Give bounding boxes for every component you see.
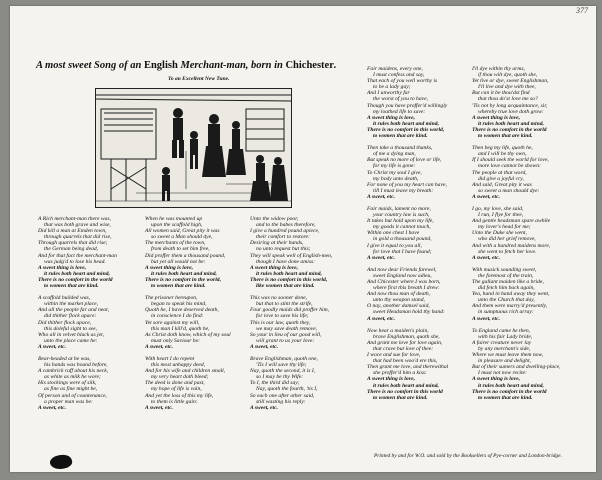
refrain-line: There is no comfort in this world	[367, 388, 443, 395]
verse-line: to be a lady gay;	[373, 84, 411, 91]
verse-line: Within one chest I have	[367, 230, 420, 237]
verse-line: who did her grief remove,	[478, 236, 536, 243]
verse-line: Where we must leave them now,	[472, 352, 544, 359]
refrain-line: There is no comfort in the world,	[145, 276, 221, 283]
verse-line: she proffer'd him a kiss:	[373, 370, 427, 377]
verse-line: for love to save his life;	[256, 313, 309, 320]
verse-line: if thou wilt dye, quoth she,	[478, 72, 538, 79]
verse-line: Fair maids, lament no more,	[367, 205, 431, 212]
refrain-line: A sweet, etc.	[472, 315, 500, 322]
verse-line: Now hear a maiden's plain,	[367, 327, 429, 334]
stanza	[145, 355, 226, 411]
refrain-line: it rules both heart and mind,	[478, 120, 544, 127]
verse-line: began to speak his mind,	[151, 301, 207, 308]
verse-line: The prisoner hereupon,	[145, 295, 198, 302]
verse-line: my hope of life is vain,	[151, 386, 202, 393]
verse-line: As Christ doth know, which of my soul	[145, 331, 231, 338]
refrain-line: A sweet thing is love,	[250, 264, 299, 271]
refrain-line: to women that are kind.	[373, 133, 428, 140]
paper-tear	[49, 453, 73, 471]
refrain-line: There is no comfort in this world,	[367, 126, 445, 133]
refrain-line: it rules both heart and mind,	[478, 382, 544, 389]
refrain-line: it rules both heart and mind,	[373, 120, 439, 127]
verse-line: The gallant maiden like a bride,	[472, 279, 544, 285]
refrain-line: A sweet thing is love,	[38, 264, 87, 271]
refrain-line: to women that are kind.	[44, 283, 99, 290]
refrain-line: There is no comfort in the world	[38, 276, 113, 283]
verse-line: but yet all would not be:	[151, 258, 206, 265]
broadside-sheet	[10, 6, 596, 472]
refrain-line: A sweet thing is love,	[145, 264, 194, 271]
verse-line: Four goodly maids did proffer him,	[250, 307, 330, 314]
verse-line: and to the babes therefore,	[256, 222, 316, 229]
verse-line: through quarrels that did rise,	[44, 234, 112, 241]
tune-line: To an Excellent New Tune.	[168, 76, 230, 82]
column-2	[145, 216, 231, 417]
verse-line: this man I kill'd, quoth he,	[151, 325, 210, 332]
stanza	[250, 295, 330, 350]
verse-line: she went to fetch her love.	[478, 248, 537, 255]
verse-line: And gentle headsman spare awhile	[472, 218, 551, 225]
verse-line: But speak no more of love or life,	[367, 157, 442, 164]
verse-line: I woce and sue for love,	[367, 352, 421, 359]
verse-line: with his fair Lady bride,	[478, 333, 533, 340]
stanza-gap	[367, 401, 441, 407]
verse-line: Then grant me love, and therewithal	[367, 364, 449, 371]
refrain-line: A sweet, etc.	[367, 315, 395, 322]
refrain-line: A sweet, etc.	[250, 404, 278, 411]
verse-line: And grant me love for love again,	[367, 339, 443, 346]
verse-line: for love that I have found;	[373, 248, 432, 255]
verse-line: A Rich merchant-man there was,	[38, 216, 111, 222]
verse-line: And with a hundred maidens more,	[472, 242, 551, 249]
title-word-chichester: Chichester	[285, 60, 334, 71]
verse-line: And now thou man of death,	[367, 291, 431, 298]
verse-line: my very heart doth bleed;	[151, 374, 209, 381]
stanza	[472, 205, 551, 261]
woodcut-execution-scene	[96, 89, 291, 207]
refrain-line: it rules both heart and mind,	[151, 270, 217, 277]
verse-line: this doleful sight to see,	[44, 325, 97, 332]
title-end: .	[333, 60, 337, 71]
verse-line: in pleasure and delight,	[478, 358, 531, 365]
stanza-gap	[472, 401, 546, 407]
stanza	[367, 327, 449, 401]
verse-line: Fair maidens, every one,	[367, 66, 423, 72]
verse-line: I'll dye within thy arms,	[472, 66, 525, 72]
refrain-line: A sweet thing is love,	[472, 114, 521, 121]
refrain-line: A sweet, etc.	[250, 343, 278, 350]
verse-line: still wasting his reply:	[256, 398, 306, 405]
verse-line: Unto the Duke she went,	[472, 230, 527, 237]
verse-line: Of person and of countenance,	[38, 392, 107, 399]
verse-line: Bear-headed at he was,	[38, 355, 91, 362]
verse-line: So your in lieu of our good will,	[250, 331, 322, 338]
verse-line: Nay, quoth the fourth, 'tis I,	[256, 386, 318, 393]
verse-line: I go, my love, she said,	[472, 205, 524, 212]
verse-line: This is our law, quoth they,	[250, 319, 311, 326]
refrain-line: A sweet, etc.	[472, 193, 500, 200]
verse-line: but that to stint the strife,	[256, 301, 313, 308]
verse-line: I must confess and say,	[373, 72, 425, 79]
verse-line: They will speak well of English-men,	[250, 252, 333, 259]
stanza-gap	[250, 411, 322, 417]
verse-line: upon the scaffold high,	[151, 222, 203, 229]
verse-line: For none of you my heart can have,	[367, 181, 447, 188]
verse-line: So each one after other said,	[250, 392, 315, 399]
imprint-line: Printed by and for W.O. and sold by the Booksellers of Pye-corner and London-bridge.	[374, 453, 562, 459]
refrain-line: A sweet, etc.	[38, 343, 66, 350]
verse-line: where first this breath I drew:	[373, 285, 440, 292]
refrain-line: it rules both heart and mind,	[373, 382, 439, 389]
verse-line: The deed is done and past,	[145, 380, 205, 387]
column-1	[38, 216, 117, 417]
verse-line: no unto request but this;	[256, 246, 311, 253]
verse-line: The people at that word,	[472, 169, 527, 176]
verse-line: that had been woo'd ere this,	[373, 358, 438, 365]
verse-line: so sweet a man should dye:	[478, 187, 540, 194]
verse-line: in sumptuous rich array:	[478, 309, 534, 316]
verse-line: Then beg my life, quoth he,	[472, 145, 533, 152]
verse-line: more love cannot be shown:	[478, 163, 541, 170]
verse-line: Yea, hand in hand away they went,	[472, 291, 550, 298]
verse-line: This was no sooner done,	[250, 295, 308, 302]
verse-line: the German being dead,	[44, 246, 99, 253]
verse-line: Unto the widow poor,	[250, 216, 299, 222]
verse-line: his hands was bound before,	[44, 362, 108, 369]
stanza	[472, 266, 550, 322]
verse-line: A scaffold builded was,	[38, 295, 91, 302]
verse-line: my body unto death,	[373, 175, 419, 182]
verse-line: whereby true love doth grow:	[478, 108, 544, 115]
refrain-line: to women that are kind.	[373, 394, 428, 401]
verse-line: Though you have proffer'd willingly	[367, 102, 448, 109]
verse-line: Then take a thousand thanks,	[367, 145, 433, 152]
verse-line: my lover's head for me;	[478, 224, 531, 231]
verse-line: With heart I do repent	[145, 355, 195, 362]
stanza-gap	[145, 411, 217, 417]
title-pre: A most sweet Song of an	[36, 60, 144, 71]
stanza	[250, 356, 322, 411]
verse-line: a proper man was he:	[44, 398, 93, 405]
verse-line: But can it be thou'dst find	[472, 90, 530, 97]
woodcut-illustration	[95, 88, 292, 208]
stanza	[367, 266, 445, 322]
verse-line: to them is little gain:	[151, 398, 198, 405]
verse-line: my goods it cannot touch,	[373, 224, 431, 231]
verse-line: Who all in velvet black as jet,	[38, 331, 105, 338]
verse-line: If I should seek the world for love,	[472, 157, 549, 164]
stanza-gap	[38, 411, 110, 417]
refrain-line: A sweet, etc.	[367, 254, 395, 261]
verse-line: sweet England now adieu,	[373, 272, 432, 279]
stanza	[367, 206, 441, 261]
verse-line: A cambrick ruff about his neck,	[38, 368, 109, 375]
verse-line: I must not now recite:	[478, 370, 527, 377]
verse-line: did give a joyful cry,	[478, 175, 524, 182]
verse-line: and I will be thy own,	[478, 151, 527, 158]
verse-line: Brave Englishman, quoth one,	[250, 355, 318, 362]
verse-line: Nay, quoth the second, it is I,	[250, 368, 316, 375]
verse-line: That each of you well worthy is	[367, 78, 438, 85]
refrain-line: There is no comfort in the world	[472, 388, 547, 395]
verse-line: that was both grave and wise,	[44, 222, 111, 229]
verse-line: of me a dying man,	[373, 151, 416, 158]
verse-line: It takes but hold upon my life,	[367, 218, 434, 225]
refrain-line: to women that are kind.	[478, 394, 533, 401]
verse-line: within the market place,	[44, 301, 99, 308]
verse-line: unto the place came he:	[44, 337, 98, 344]
refrain-line: A sweet, etc.	[367, 193, 395, 200]
verse-line: I run, I flye for thee,	[478, 212, 524, 219]
refrain-line: to women that are kind.	[478, 133, 533, 140]
verse-line: must only Saviour be:	[151, 337, 200, 344]
refrain-line: like women that are kind.	[256, 283, 315, 290]
verse-line: Desiring at their hands,	[250, 240, 304, 247]
verse-line: And all the people far and near,	[38, 307, 110, 314]
stanza	[472, 145, 549, 200]
refrain-line: to women that are kind.	[151, 283, 206, 290]
stanza	[472, 66, 549, 140]
verse-line: All women said, Great pity it was	[145, 228, 220, 235]
verse-line: And I unworthy far	[367, 90, 410, 97]
refrain-line: A sweet, etc.	[145, 404, 173, 411]
refrain-line: it rules both heart and mind,	[256, 270, 322, 277]
verse-line: And for that fact the merchant-man	[38, 252, 117, 259]
refrain-line: A sweet thing is love,	[472, 376, 521, 383]
verse-line: His stockings were of silk,	[38, 380, 97, 387]
verse-line: that thou do'st love me so?	[478, 96, 538, 103]
verse-line: Did kill a man at Emden town,	[38, 228, 107, 235]
refrain-line: it rules both heart and mind,	[44, 270, 110, 277]
stanza	[472, 327, 561, 401]
column-5	[472, 66, 561, 407]
refrain-line: A sweet thing is love,	[367, 114, 416, 121]
verse-line: But of their sumers and dwelling-place,	[472, 364, 561, 371]
verse-line: To England came he then,	[472, 327, 531, 334]
refrain-line: There is no comfort in this world,	[250, 276, 328, 283]
verse-line: by any merchant's side,	[478, 345, 531, 352]
refrain-line: There is no comfort in the world	[472, 126, 547, 133]
verse-line: my loathed life to save:	[373, 108, 426, 115]
verse-line: unto the Church that day,	[478, 297, 535, 304]
verse-line: Did thither flock apace,	[38, 319, 92, 326]
verse-line: And them were marry'd presently,	[472, 303, 548, 310]
verse-line: as fine as fine might be,	[44, 386, 98, 393]
verse-line: so I may be thy Wife:	[256, 374, 304, 381]
stanza	[38, 295, 110, 350]
verse-line: unto thy weapon stand,	[373, 297, 425, 304]
stanza	[145, 295, 231, 350]
stanza	[145, 216, 226, 290]
verse-line: will grant to us your love:	[256, 337, 315, 344]
title-mid: Merchant-man, born in	[177, 60, 286, 71]
verse-line: When he was mounted up	[145, 216, 203, 222]
column-3	[250, 216, 333, 417]
stanza	[367, 66, 448, 140]
verse-line: Yet live or dye, sweet Englishman,	[472, 78, 549, 85]
verse-line: that crave but love of thee:	[373, 345, 434, 352]
stanza	[250, 216, 333, 290]
verse-line: as white as milk he wore;	[44, 374, 101, 381]
refrain-line: A sweet thing is love,	[367, 376, 416, 383]
verse-line: 'Tis not by long acquaintance, sir,	[472, 102, 548, 109]
stanza	[367, 145, 447, 200]
verse-line: was judg'd to lose his head.	[44, 258, 106, 265]
verse-line: And yet the loss of this my life,	[145, 392, 214, 399]
refrain-line: A sweet, etc.	[472, 254, 500, 261]
verse-line: I give it equal to you all,	[367, 242, 422, 249]
verse-line: did fetch him back again,	[478, 285, 535, 292]
verse-line: Quoth he, I have deserved death,	[145, 307, 219, 314]
verse-line: did thither flock apace:	[44, 313, 97, 320]
verse-line: from death to set him free,	[151, 246, 210, 253]
verse-line: And now dear Friends farewel,	[367, 266, 437, 273]
verse-line: the worst of you to have,	[373, 96, 428, 103]
verse-line: in conscience I do find:	[151, 313, 204, 320]
verse-line: this most unhappy deed,	[151, 362, 206, 369]
ballad-title	[36, 60, 376, 71]
verse-line: in gold a thousand pound,	[373, 236, 432, 243]
title-word-english: English	[143, 60, 178, 71]
verse-line: 'Tis I will save thy life;	[256, 362, 307, 369]
verse-line: your country law is such,	[373, 212, 430, 219]
verse-line: till I must leave my breath:	[373, 187, 434, 194]
verse-line: sweet Headsman hold thy hand:	[373, 309, 445, 316]
verse-line: With musick sounding sweet,	[472, 266, 537, 273]
verse-line: their comfort to restore:	[256, 234, 310, 241]
verse-line: Yet sore against my will,	[145, 319, 200, 326]
refrain-line: A sweet, etc.	[38, 404, 66, 411]
verse-line: I give a hundred pound apiece,	[250, 228, 320, 235]
refrain-line: A sweet, etc.	[145, 343, 173, 350]
verse-line: And Chicester where I was born,	[367, 279, 441, 285]
verse-line: Did proffer them a thousand pound,	[145, 252, 226, 259]
stanza	[38, 356, 110, 411]
verse-line: The merchants of the town,	[145, 240, 206, 247]
column-4	[367, 66, 449, 407]
verse-line: Through quarrels that did rise;	[38, 240, 108, 247]
verse-line: for my life is gone:	[373, 163, 416, 170]
verse-line: A fairer creature never lay	[472, 339, 532, 346]
verse-line: And for his wife and children small,	[145, 368, 226, 375]
verse-line: so sweet a Man should dye,	[151, 234, 213, 241]
verse-line: To I, the third did say;	[250, 380, 300, 387]
verse-line: the foremost of the train,	[478, 272, 534, 279]
verse-line: we may save death remove,	[256, 325, 318, 332]
verse-line: though I have done amiss:	[256, 258, 316, 265]
verse-line: brave Englishman, quoth she,	[373, 333, 440, 340]
verse-line: I'll live and dye with thee,	[478, 84, 536, 91]
stanza	[38, 216, 117, 290]
verse-line: O nay, another damsel said,	[367, 303, 430, 310]
verse-line: To Christ my soul I give,	[367, 169, 422, 176]
folio-number: 377	[576, 6, 588, 15]
verse-line: And said, Great pity it was	[472, 181, 532, 188]
